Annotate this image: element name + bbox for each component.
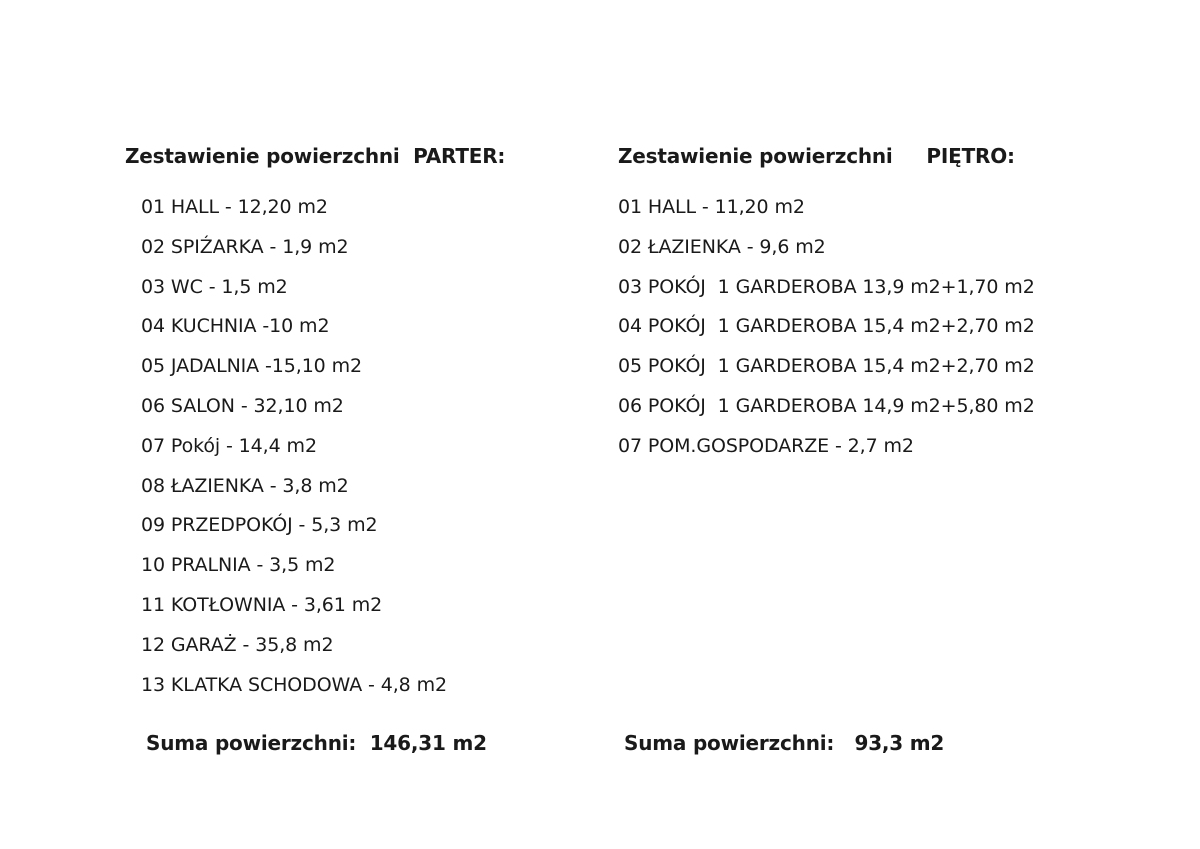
- list-item: 05 JADALNIA -15,10 m2: [141, 355, 363, 378]
- list-item: 03 POKÓJ 1 GARDEROBA 13,9 m2+1,70 m2: [618, 275, 1035, 298]
- parter-room-list: [125, 188, 585, 705]
- list-item: 04 KUCHNIA -10 m2: [141, 315, 330, 338]
- list-item: 01 HALL - 11,20 m2: [618, 196, 805, 218]
- list-item: 08 ŁAZIENKA - 3,8 m2: [141, 474, 349, 497]
- list-item: 10 PRALNIA - 3,5 m2: [141, 554, 336, 577]
- parter-section: [125, 141, 585, 705]
- list-item: 01 HALL - 12,20 m2: [141, 196, 328, 218]
- pietro-section: [618, 141, 1178, 467]
- list-item: 04 POKÓJ 1 GARDEROBA 15,4 m2+2,70 m2: [618, 315, 1035, 338]
- list-item: 07 Pokój - 14,4 m2: [141, 434, 317, 457]
- list-item: 02 ŁAZIENKA - 9,6 m2: [618, 235, 826, 258]
- pietro-total: Suma powierzchni: 93,3 m2: [624, 731, 945, 755]
- parter-heading: Zestawienie powierzchni PARTER:: [125, 144, 506, 168]
- list-item: 12 GARAŻ - 35,8 m2: [141, 633, 334, 656]
- list-item: 05 POKÓJ 1 GARDEROBA 15,4 m2+2,70 m2: [618, 355, 1035, 378]
- parter-total: Suma powierzchni: 146,31 m2: [146, 731, 487, 755]
- list-item: 06 POKÓJ 1 GARDEROBA 14,9 m2+5,80 m2: [618, 394, 1035, 417]
- list-item: 13 KLATKA SCHODOWA - 4,8 m2: [141, 673, 447, 696]
- pietro-heading: Zestawienie powierzchni PIĘTRO:: [618, 144, 1015, 168]
- list-item: 07 POM.GOSPODARZE - 2,7 m2: [618, 434, 914, 457]
- list-item: 06 SALON - 32,10 m2: [141, 394, 344, 417]
- list-item: 02 SPIŹARKA - 1,9 m2: [141, 235, 349, 258]
- list-item: 11 KOTŁOWNIA - 3,61 m2: [141, 593, 383, 616]
- list-item: 03 WC - 1,5 m2: [141, 275, 288, 298]
- pietro-room-list: [618, 188, 1178, 467]
- list-item: 09 PRZEDPOKÓJ - 5,3 m2: [141, 514, 378, 537]
